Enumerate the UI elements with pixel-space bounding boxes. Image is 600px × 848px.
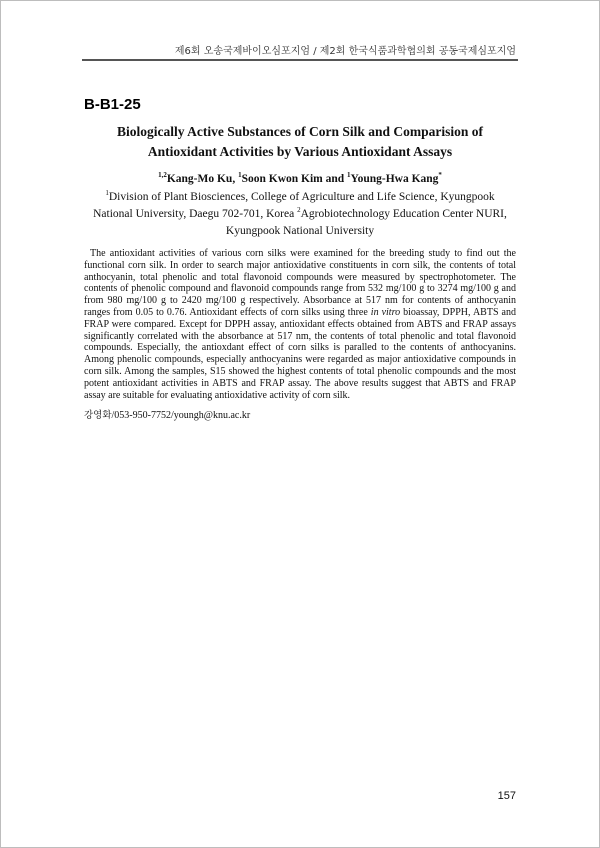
author-2: Soon Kwon Kim bbox=[241, 173, 323, 185]
contact-details: /053-950-7752/youngh@knu.ac.kr bbox=[111, 410, 251, 421]
abstract-paragraph: The antioxidant activities of various corn silks were examined for the breeding study to find out the functional corn silk. In order to search major antioxidative constituents in corn silk, the contents of total anthocyanin, total phenolic and total flavonoid compounds were measured by spectrophotometer. The contents of phenolic compound and flavonoid compounds range from 532 mg/100 g to 3274 mg/100 g and from 980 mg/100 g to 2420 mg/100 g respectively. Absorbance at 517 nm for contents of anthocyanin ranges from 0.05 to 0.76. Antioxidant effects of corn silks using three in vitro bioassay, DPPH, ABTS and FRAP were compared. Except for DPPH assay, antioxidant effects obtained from ABTS and FRAP assays significantly correlated with the absorbance at 517 nm, the contents of total phenolic and total flavonoid compounds. Especially, the antioxdant effect of corn silks is paralled to the contents of anthocyanins. Among phenolic compounds, especially anthocyanins were regarded as major antioxidative compounds in corn silk. Among the samples, S15 showed the highest contents of total phenolic compounds and the most potent antioxidant activities in ABTS and FRAP assay. The above results suggest that ABTS and FRAP assay are suitable for evaluating antioxidative activity of corn silk. bbox=[84, 248, 516, 401]
corresponding-mark: * bbox=[438, 171, 442, 180]
header-rule bbox=[82, 59, 518, 61]
affiliation-line-1: $^1$Division of Plant Biosciences, College of Agriculture and Life Science, Kyungpook bbox=[105, 189, 495, 203]
paper-title bbox=[84, 122, 516, 162]
author-list bbox=[84, 173, 516, 185]
abstract-italic-term: in vitro bbox=[370, 306, 401, 318]
author-conjunction: and bbox=[325, 173, 345, 185]
title-line-1: Biologically Active Substances of Corn Silk and Comparision of bbox=[116, 124, 484, 139]
abstract bbox=[84, 248, 516, 401]
affiliation-1-mark: 1 bbox=[105, 189, 109, 198]
author-3: Young-Hwa Kang bbox=[350, 173, 439, 185]
author-3-affil: 1 bbox=[347, 171, 351, 180]
page-number: 157 bbox=[497, 790, 516, 802]
contact-name: 강영화 bbox=[84, 410, 112, 421]
contact-info bbox=[84, 407, 250, 421]
paper-code: B-B1-25 bbox=[84, 96, 141, 113]
running-header: 제6회 오송국제바이오심포지엄 / 제2회 한국식품과학협의회 공동국제심포지엄 bbox=[174, 46, 516, 57]
affiliation-line-3: Kyungpook National University bbox=[225, 225, 375, 237]
author-2-affil: 1 bbox=[238, 171, 242, 180]
affiliation-line-2: National University, Daegu 702-701, Korea $^2$Agrobiotechnology Education Center NURI, bbox=[93, 206, 507, 220]
author-1: Kang-Mo Ku, bbox=[166, 173, 236, 185]
author-1-affil: 1,2 bbox=[158, 171, 167, 180]
title-line-2: Antioxidant Activities by Various Antioxidant Assays bbox=[147, 144, 453, 159]
affiliations bbox=[84, 189, 516, 240]
affiliation-2-mark: 2 bbox=[297, 206, 301, 215]
